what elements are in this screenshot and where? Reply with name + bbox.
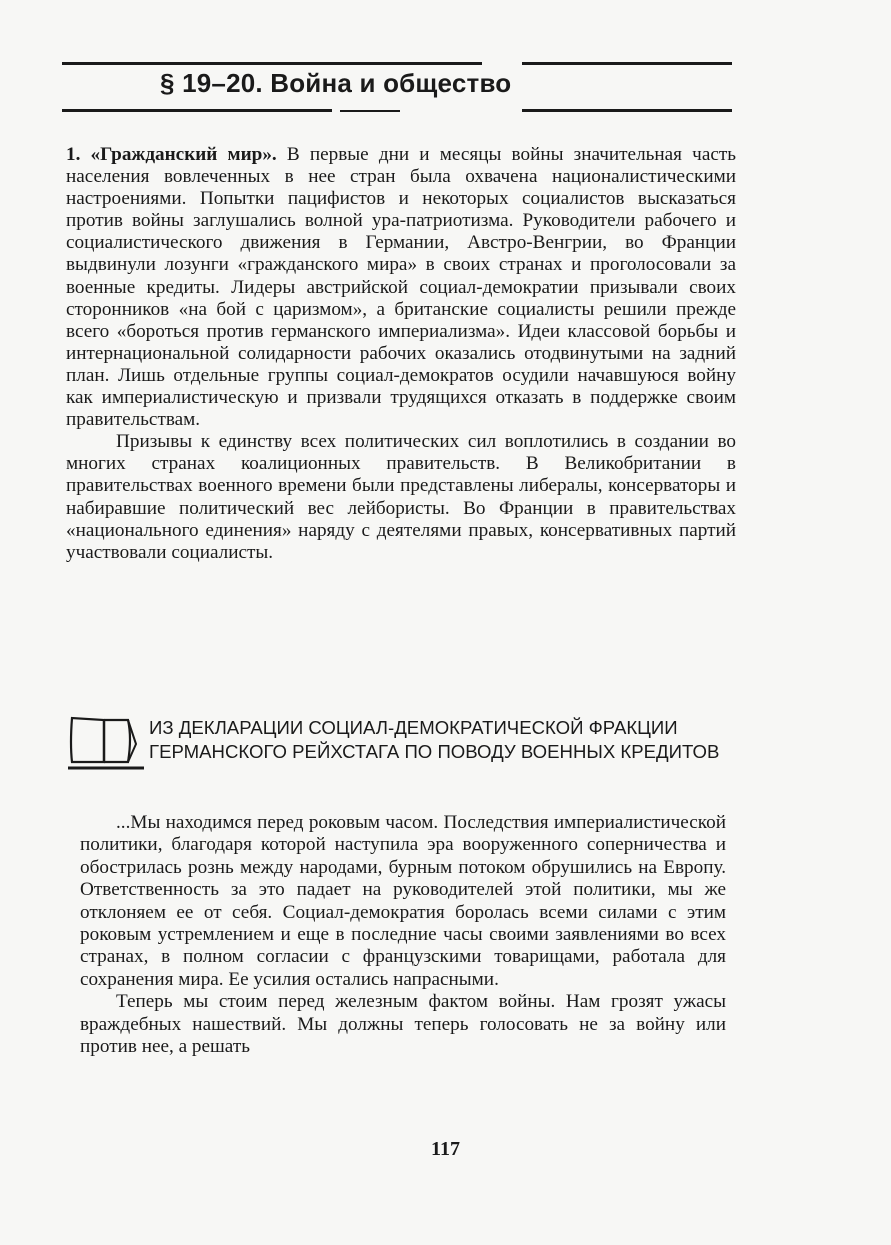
heading-top-rule-left	[62, 62, 482, 65]
document-quote	[80, 812, 726, 1058]
section-heading: § 19–20. Война и общество	[160, 68, 512, 98]
paragraph-1-text: В первые дни и месяцы войны значительная часть населения вовлеченных в нее стран была охвачена националистическими настроениями. Попытки пацифистов и некоторых социалистов высказаться против войны заглушались волной ура-патриотизма. Руководители рабочего и социалистического движения в Германии, Австро-Венгрии, во Франции выдвинули лозунги «гражданского мира» в своих странах и проголосовали за военные кредиты. Лидеры австрийской социал-демократии призывали своих сторонников «на бой с царизмом», а британские социалисты решили прежде всего «бороться против германского империализма». Идеи классовой борьбы и интернациональной солидарности рабочих оказались отодвинутыми на задний план. Лишь отдельные группы социал-демократов осудили начавшуюся войну как империалистическую и призвали трудящихся отказать в поддержке своим правительствам.	[66, 144, 736, 431]
paragraph-2: Призывы к единству всех политических сил воплотились в создании во многих странах коалиционных правительств. В Великобритании в правительствах военного времени были представлены либералы, консерваторы и набиравшие политический вес лейбористы. Во Франции в правительствах «национального единения» наряду с деятелями правых, консервативных партий участвовали социалисты.	[66, 431, 736, 563]
quote-paragraph-2: Теперь мы стоим перед железным фактом войны. Нам грозят ужасы враждебных нашествий. Мы должны теперь голосовать не за войну или против нее, а решать	[80, 991, 726, 1058]
heading-bottom-rule-right	[522, 109, 732, 112]
paragraph-1	[66, 144, 736, 431]
document-header	[64, 714, 744, 790]
document-title: ИЗ ДЕКЛАРАЦИИ СОЦИАЛ-ДЕМОКРАТИЧЕСКОЙ ФРАКЦИИ ГЕРМАНСКОГО РЕЙХСТАГА ПО ПОВОДУ ВОЕННЫХ КРЕДИТОВ	[149, 717, 720, 762]
section-body	[66, 144, 736, 564]
heading-top-rule-right	[522, 62, 732, 65]
open-book-icon	[66, 714, 144, 774]
heading-bottom-rule-left	[62, 109, 332, 112]
paragraph-lead: 1. «Гражданский мир».	[66, 144, 277, 165]
quote-paragraph-1: ...Мы находимся перед роковым часом. Последствия империалистической политики, благодаря которой наступила эра вооруженного соперничества и обострилась рознь между народами, бурным потоком обрушились на Европу. Ответственность за это падает на руководителей этой политики, мы же отклоняем ее от себя. Социал-демократия боролась всеми силами с этим роковым устремлением и еще в последние часы своими заявлениями во всех странах, в полном согласии с французскими товарищами, работала для сохранения мира. Ее усилия остались напрасными.	[80, 812, 726, 990]
heading-bottom-rule-mid	[340, 110, 400, 112]
page-number: 117	[431, 1138, 460, 1160]
